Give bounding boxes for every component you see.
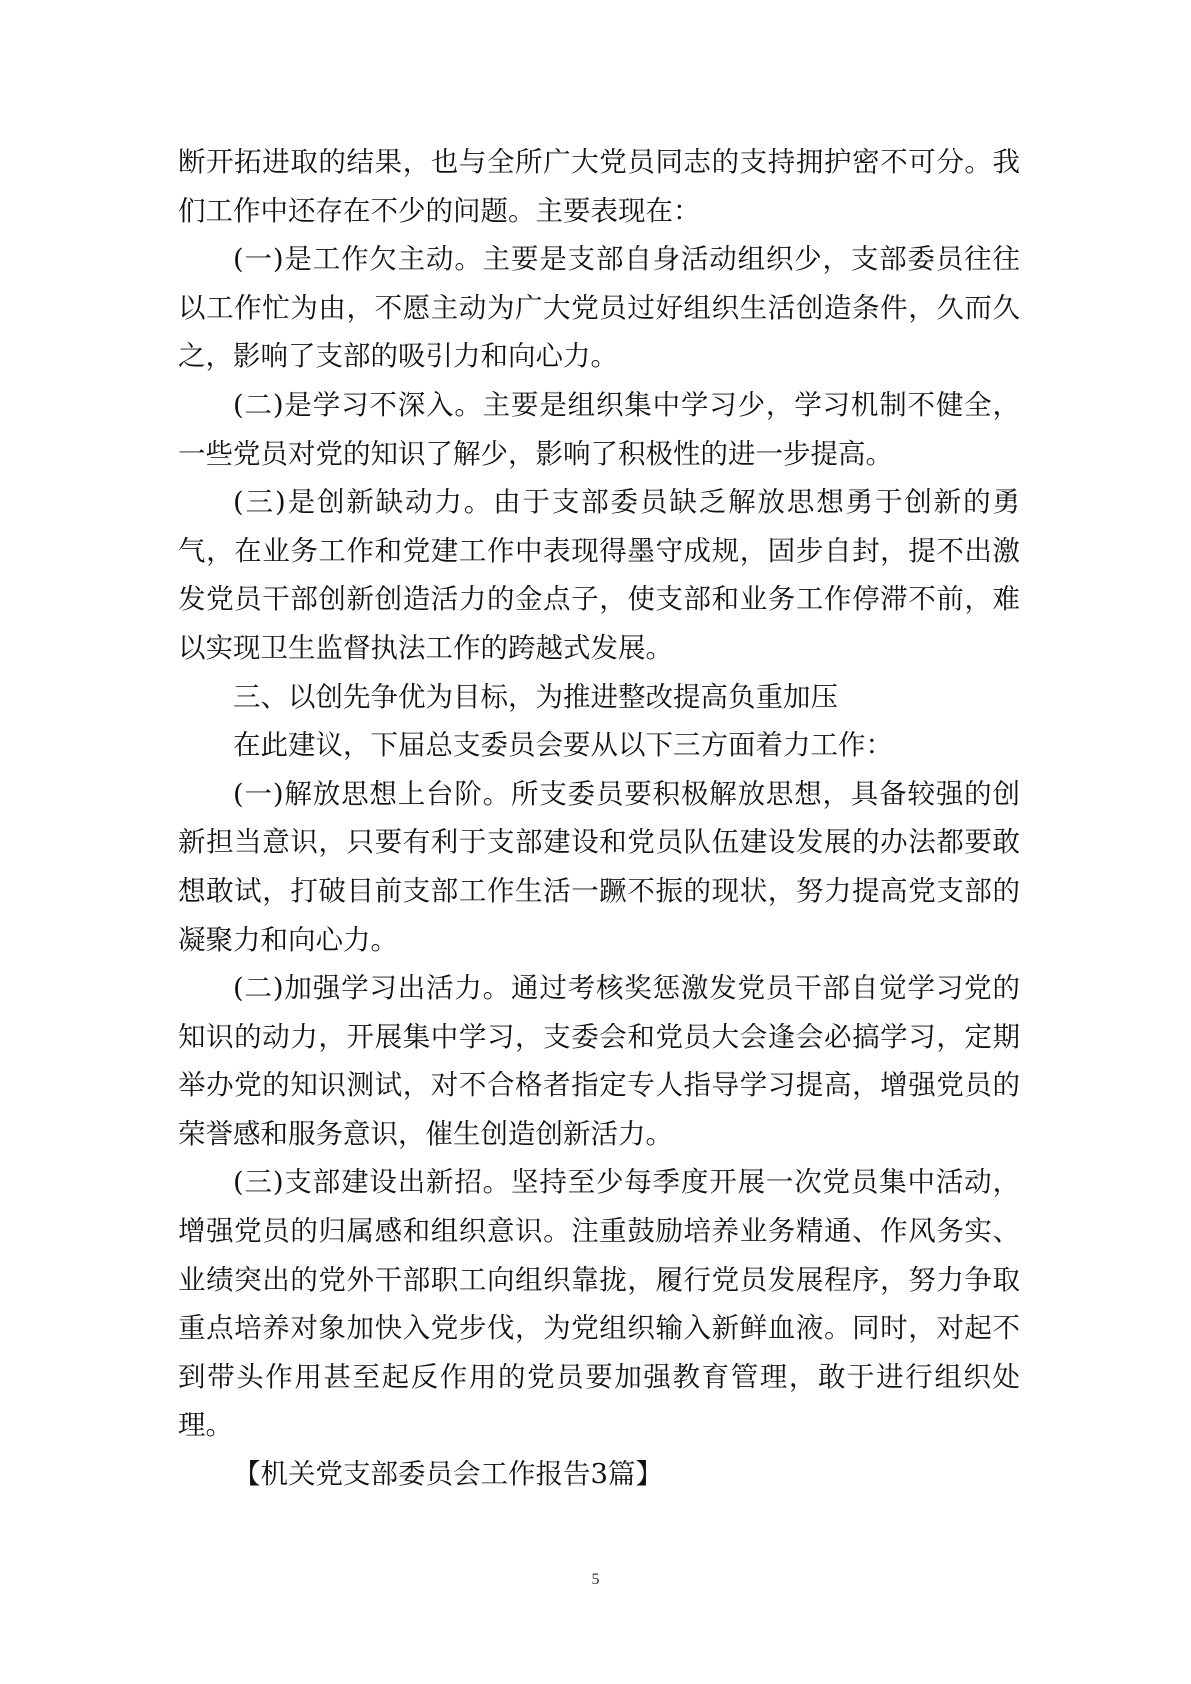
body-paragraph-issue-2: (二)是学习不深入。主要是组织集中学习少，学习机制不健全，一些党员对党的知识了解少，影响了积极性的进一步提高。	[178, 388, 1020, 470]
body-paragraph-measure-1: (一)解放思想上台阶。所支委员要积极解放思想，具备较强的创新担当意识，只要有利于支部建设和党员队伍建设发展的办法都要敢想敢试，打破目前支部工作生活一蹶不振的现状，努力提高党支部的凝聚力和向心力。	[178, 777, 1020, 956]
page-number: 5	[591, 1571, 600, 1588]
section-heading: 三、以创先争优为目标，为推进整改提高负重加压	[233, 680, 838, 713]
body-paragraph-issue-3: (三)是创新缺动力。由于支部委员缺乏解放思想勇于创新的勇气，在业务工作和党建工作中表现得墨守成规，固步自封，提不出激发党员干部创新创造活力的金点子，使支部和业务工作停滞不前，难以实现卫生监督执法工作的跨越式发展。	[178, 486, 1020, 664]
document-title-tag: 【机关党支部委员会工作报告3篇】	[233, 1458, 663, 1491]
body-paragraph-measure-2: (二)加强学习出活力。通过考核奖惩激发党员干部自觉学习党的知识的动力，开展集中学习，支委会和党员大会逢会必搞学习，定期举办党的知识测试，对不合格者指定专人指导学习提高，增强党员的荣誉感和服务意识，催生创造创新活力。	[178, 972, 1020, 1150]
body-paragraph-intro: 在此建议，下届总支委员会要从以下三方面着力工作：	[233, 729, 893, 762]
document-body	[178, 138, 1020, 1499]
body-paragraph-issue-1: (一)是工作欠主动。主要是支部自身活动组织少，支部委员往往以工作忙为由，不愿主动为广大党员过好组织生活创造条件，久而久之，影响了支部的吸引力和向心力。	[178, 243, 1020, 373]
body-paragraph-continuation: 断开拓进取的结果，也与全所广大党员同志的支持拥护密不可分。我们工作中还存在不少的问题。主要表现在：	[178, 146, 1020, 227]
body-paragraph-measure-3: (三)支部建设出新招。坚持至少每季度开展一次党员集中活动，增强党员的归属感和组织意识。注重鼓励培养业务精通、作风务实、业绩突出的党外干部职工向组织靠拢，履行党员发展程序，努力争取重点培养对象加快入党步伐，为党组织输入新鲜血液。同时，对起不到带头作用甚至起反作用的党员要加强教育管理，敢于进行组织处理。	[178, 1166, 1020, 1442]
